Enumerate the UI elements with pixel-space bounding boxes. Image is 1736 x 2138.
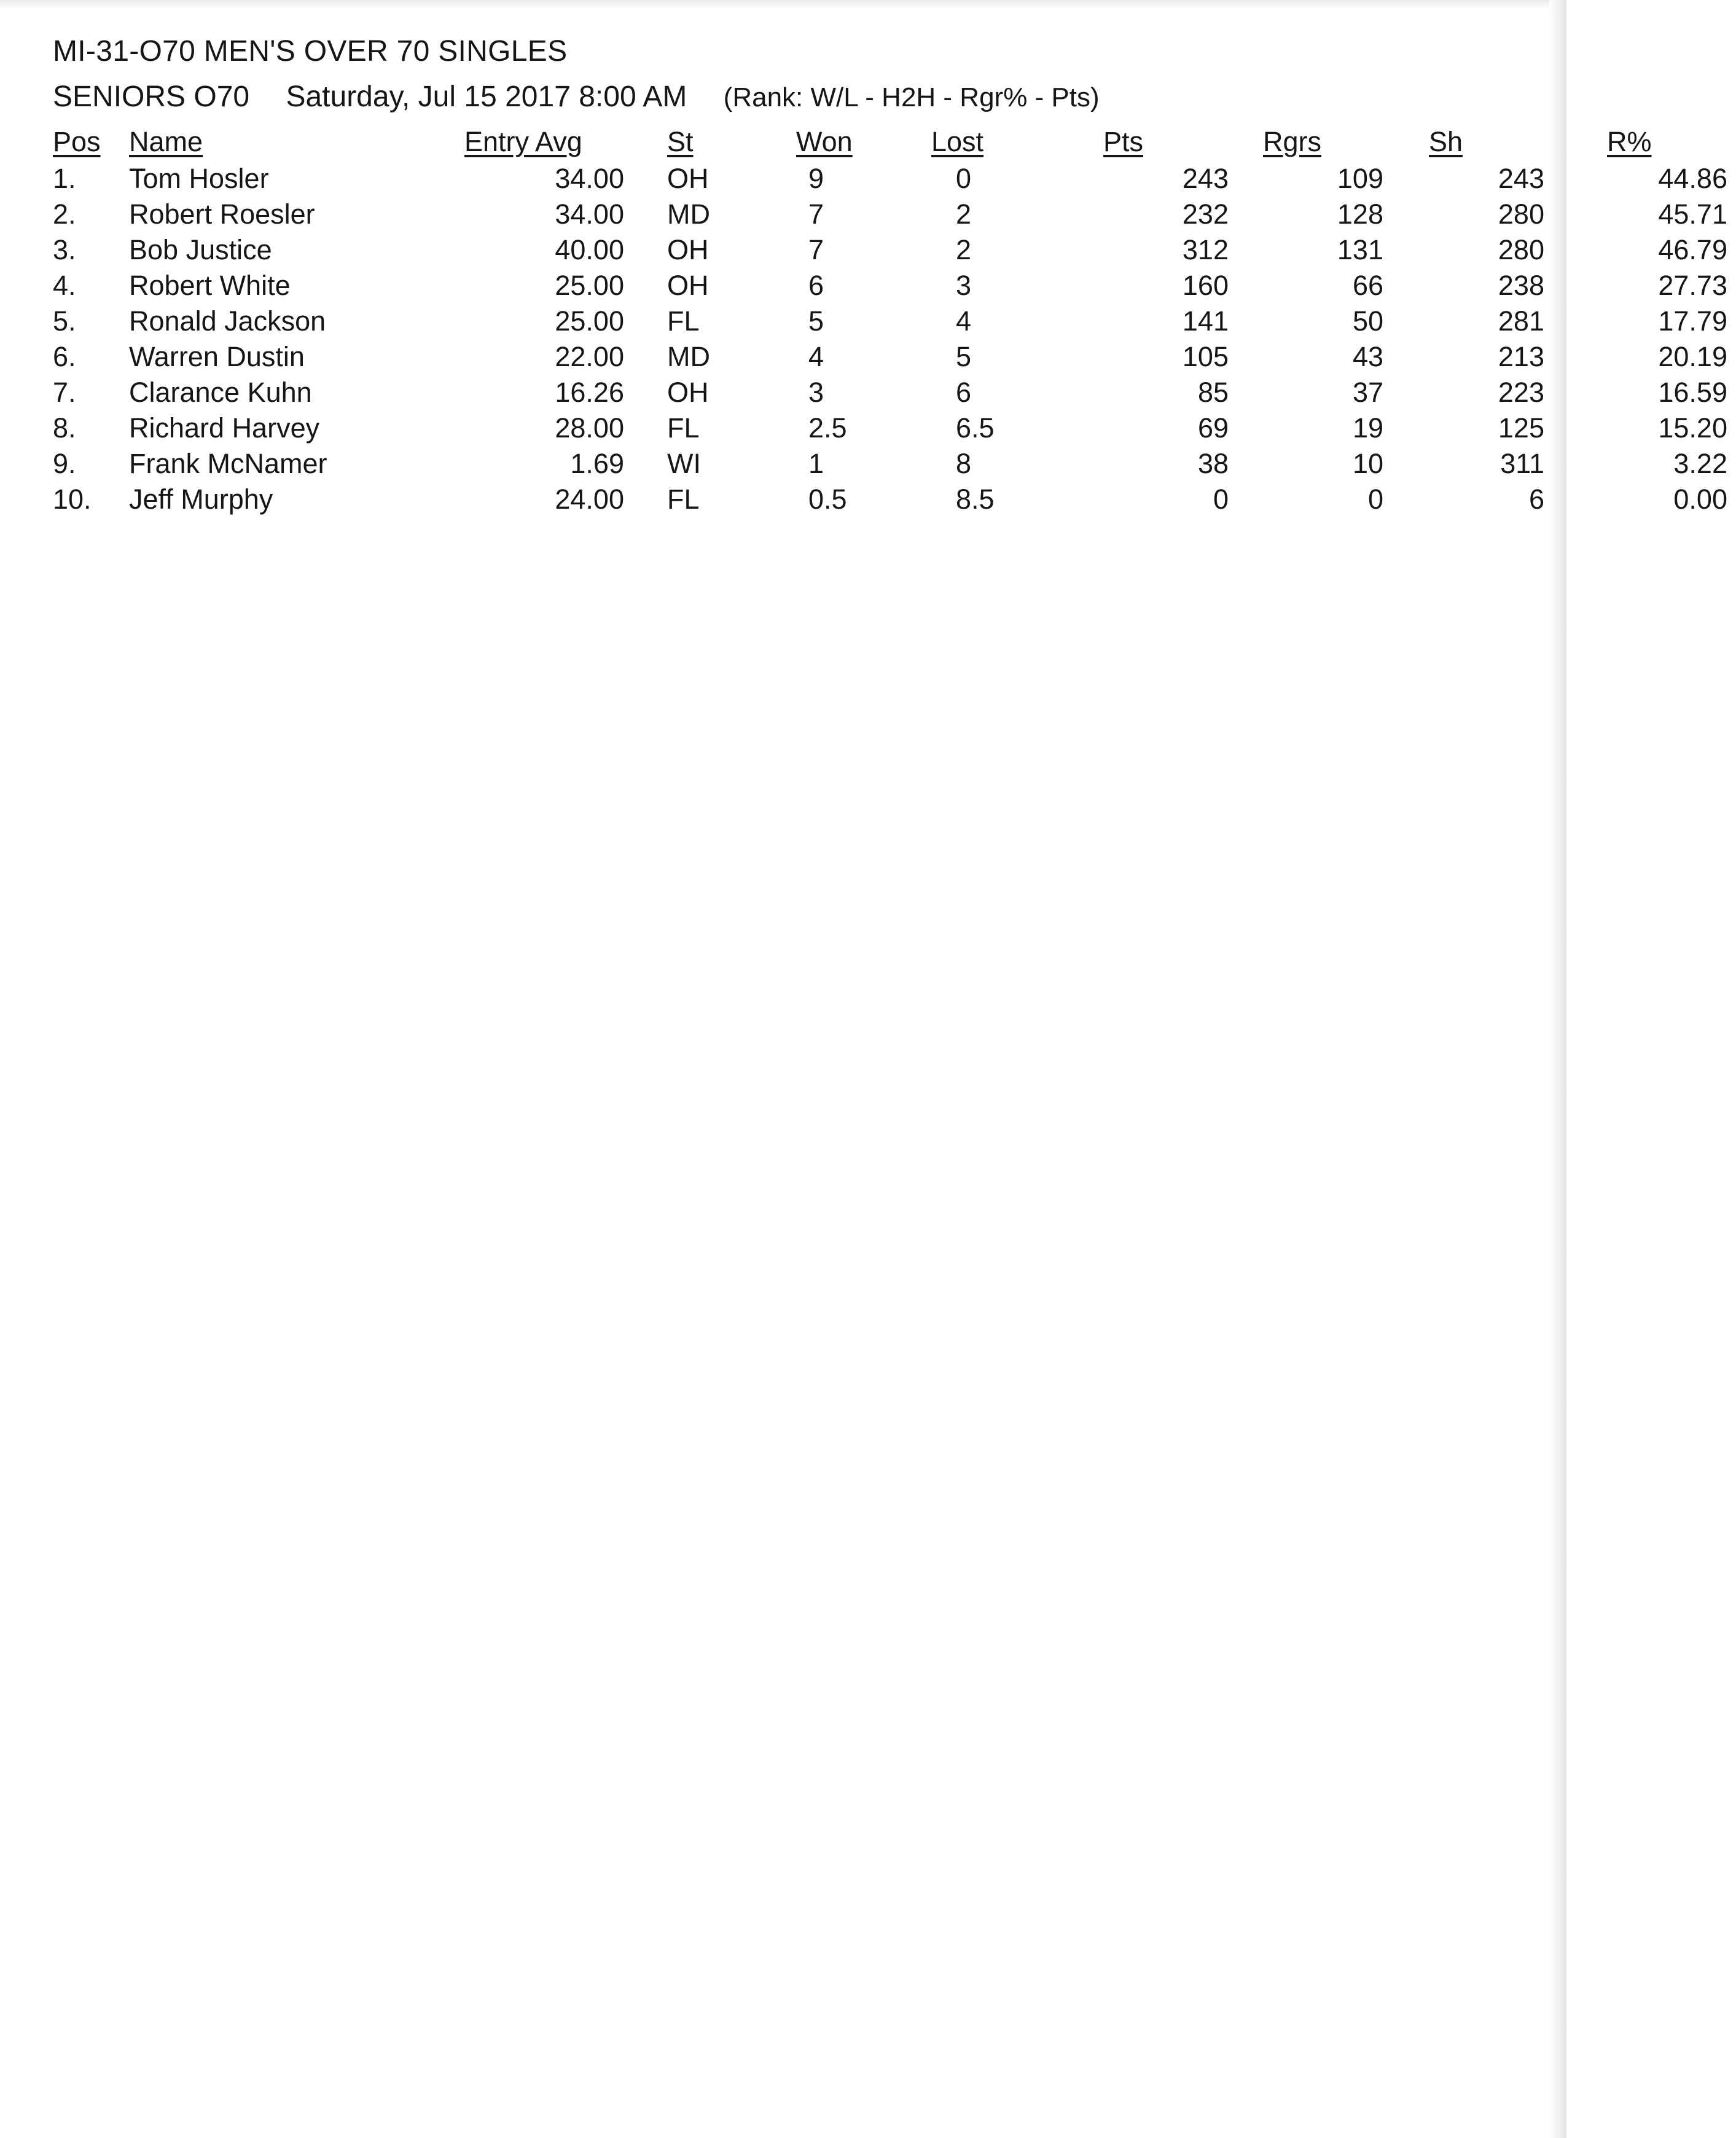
cell-st: OH bbox=[667, 234, 709, 265]
cell-won: 7 bbox=[808, 234, 824, 265]
cell-won: 0.5 bbox=[808, 484, 847, 515]
cell-pts: 38 bbox=[1197, 448, 1229, 479]
cell-won: 7 bbox=[808, 198, 824, 230]
cell-lost: 5 bbox=[956, 341, 972, 372]
cell-won: 6 bbox=[808, 270, 824, 301]
cell-rpct: 20.19 bbox=[1658, 341, 1727, 372]
cell-sh: 238 bbox=[1498, 270, 1544, 301]
cell-rpct: 46.79 bbox=[1658, 234, 1727, 265]
cell-rpct: 16.59 bbox=[1658, 377, 1727, 408]
cell-pts: 85 bbox=[1197, 377, 1229, 408]
cell-entry-avg: 34.00 bbox=[555, 198, 624, 230]
cell-st: FL bbox=[667, 305, 700, 337]
table-row bbox=[41, 161, 1736, 197]
event-title: MI-31-O70 MEN'S OVER 70 SINGLES bbox=[53, 35, 568, 68]
cell-pos: 1. bbox=[53, 163, 76, 194]
cell-rgrs: 109 bbox=[1337, 163, 1383, 194]
col-header-rgrs: Rgrs bbox=[1263, 126, 1322, 157]
cell-lost: 2 bbox=[956, 234, 972, 265]
cell-name: Tom Hosler bbox=[129, 163, 269, 194]
cell-rgrs: 128 bbox=[1337, 198, 1383, 230]
cell-st: FL bbox=[667, 412, 700, 444]
cell-name: Robert White bbox=[129, 270, 291, 301]
cell-st: MD bbox=[667, 198, 710, 230]
cell-st: FL bbox=[667, 484, 700, 515]
cell-entry-avg: 22.00 bbox=[555, 341, 624, 372]
cell-pos: 3. bbox=[53, 234, 76, 265]
cell-pos: 8. bbox=[53, 412, 76, 444]
cell-rpct: 45.71 bbox=[1658, 198, 1727, 230]
cell-won: 3 bbox=[808, 377, 824, 408]
cell-entry-avg: 28.00 bbox=[555, 412, 624, 444]
ranking-criteria: (Rank: W/L - H2H - Rgr% - Pts) bbox=[723, 82, 1100, 112]
event-subtitle bbox=[53, 80, 1100, 114]
cell-won: 2.5 bbox=[808, 412, 847, 444]
cell-name: Jeff Murphy bbox=[129, 484, 273, 515]
cell-sh: 280 bbox=[1498, 234, 1544, 265]
cell-rgrs: 10 bbox=[1352, 448, 1383, 479]
cell-pos: 5. bbox=[53, 305, 76, 337]
cell-rpct: 0.00 bbox=[1673, 484, 1727, 515]
cell-pts: 0 bbox=[1213, 484, 1229, 515]
results-table bbox=[41, 123, 1736, 517]
cell-name: Warren Dustin bbox=[129, 341, 305, 372]
col-header-lost: Lost bbox=[931, 126, 984, 157]
cell-entry-avg: 24.00 bbox=[555, 484, 624, 515]
cell-lost: 8 bbox=[956, 448, 972, 479]
cell-rgrs: 37 bbox=[1352, 377, 1383, 408]
cell-rpct: 17.79 bbox=[1658, 305, 1727, 337]
cell-sh: 281 bbox=[1498, 305, 1544, 337]
cell-pos: 9. bbox=[53, 448, 76, 479]
results-body bbox=[41, 161, 1736, 517]
cell-pts: 160 bbox=[1182, 270, 1229, 301]
cell-rgrs: 50 bbox=[1352, 305, 1383, 337]
cell-rpct: 44.86 bbox=[1658, 163, 1727, 194]
cell-sh: 311 bbox=[1500, 448, 1544, 479]
col-header-st: St bbox=[667, 126, 694, 157]
table-row bbox=[41, 410, 1736, 446]
cell-won: 5 bbox=[808, 305, 824, 337]
cell-rpct: 15.20 bbox=[1658, 412, 1727, 444]
cell-name: Clarance Kuhn bbox=[129, 377, 312, 408]
table-row bbox=[41, 482, 1736, 517]
cell-lost: 8.5 bbox=[956, 484, 995, 515]
event-datetime: Saturday, Jul 15 2017 8:00 AM bbox=[286, 80, 687, 113]
cell-pts: 312 bbox=[1182, 234, 1229, 265]
col-header-sh: Sh bbox=[1429, 126, 1463, 157]
scan-shadow-top bbox=[0, 0, 1566, 9]
col-header-pts: Pts bbox=[1103, 126, 1144, 157]
cell-pts: 243 bbox=[1182, 163, 1229, 194]
col-header-rpct: R% bbox=[1607, 126, 1652, 157]
cell-lost: 2 bbox=[956, 198, 972, 230]
cell-sh: 6 bbox=[1528, 484, 1544, 515]
cell-pos: 6. bbox=[53, 341, 76, 372]
cell-pos: 10. bbox=[53, 484, 92, 515]
header-row bbox=[41, 123, 1736, 161]
table-row bbox=[41, 232, 1736, 268]
cell-rpct: 3.22 bbox=[1673, 448, 1727, 479]
table-row bbox=[41, 303, 1736, 339]
division-label: SENIORS O70 bbox=[53, 80, 250, 113]
cell-name: Ronald Jackson bbox=[129, 305, 326, 337]
cell-st: WI bbox=[667, 448, 701, 479]
cell-rgrs: 19 bbox=[1352, 412, 1383, 444]
table-row bbox=[41, 268, 1736, 303]
cell-pos: 4. bbox=[53, 270, 76, 301]
cell-st: OH bbox=[667, 377, 709, 408]
col-header-name: Name bbox=[129, 126, 203, 157]
cell-won: 9 bbox=[808, 163, 824, 194]
cell-rpct: 27.73 bbox=[1658, 270, 1727, 301]
cell-lost: 6.5 bbox=[956, 412, 995, 444]
cell-sh: 280 bbox=[1498, 198, 1544, 230]
cell-sh: 213 bbox=[1498, 341, 1544, 372]
cell-rgrs: 131 bbox=[1337, 234, 1383, 265]
cell-entry-avg: 34.00 bbox=[555, 163, 624, 194]
table-row bbox=[41, 446, 1736, 482]
cell-rgrs: 43 bbox=[1352, 341, 1383, 372]
cell-entry-avg: 25.00 bbox=[555, 270, 624, 301]
cell-st: OH bbox=[667, 163, 709, 194]
cell-pos: 2. bbox=[53, 198, 76, 230]
cell-st: OH bbox=[667, 270, 709, 301]
table-row bbox=[41, 375, 1736, 410]
cell-entry-avg: 16.26 bbox=[555, 377, 624, 408]
table-row bbox=[41, 197, 1736, 232]
cell-name: Bob Justice bbox=[129, 234, 272, 265]
cell-name: Richard Harvey bbox=[129, 412, 320, 444]
cell-entry-avg: 40.00 bbox=[555, 234, 624, 265]
cell-pts: 232 bbox=[1182, 198, 1229, 230]
cell-won: 4 bbox=[808, 341, 824, 372]
cell-entry-avg: 25.00 bbox=[555, 305, 624, 337]
cell-rgrs: 66 bbox=[1352, 270, 1383, 301]
col-header-entry-avg: Entry Avg bbox=[464, 126, 582, 157]
cell-st: MD bbox=[667, 341, 710, 372]
col-header-won: Won bbox=[796, 126, 853, 157]
cell-entry-avg: 1.69 bbox=[570, 448, 624, 479]
cell-sh: 243 bbox=[1498, 163, 1544, 194]
cell-won: 1 bbox=[808, 448, 824, 479]
table-row bbox=[41, 339, 1736, 375]
cell-rgrs: 0 bbox=[1367, 484, 1383, 515]
cell-lost: 0 bbox=[956, 163, 972, 194]
cell-sh: 125 bbox=[1498, 412, 1544, 444]
cell-lost: 3 bbox=[956, 270, 972, 301]
cell-pts: 105 bbox=[1182, 341, 1229, 372]
cell-pos: 7. bbox=[53, 377, 76, 408]
cell-lost: 6 bbox=[956, 377, 972, 408]
col-header-pos: Pos bbox=[53, 126, 101, 157]
cell-name: Frank McNamer bbox=[129, 448, 327, 479]
cell-pts: 141 bbox=[1182, 305, 1229, 337]
cell-name: Robert Roesler bbox=[129, 198, 315, 230]
cell-pts: 69 bbox=[1197, 412, 1229, 444]
cell-sh: 223 bbox=[1498, 377, 1544, 408]
cell-lost: 4 bbox=[956, 305, 972, 337]
